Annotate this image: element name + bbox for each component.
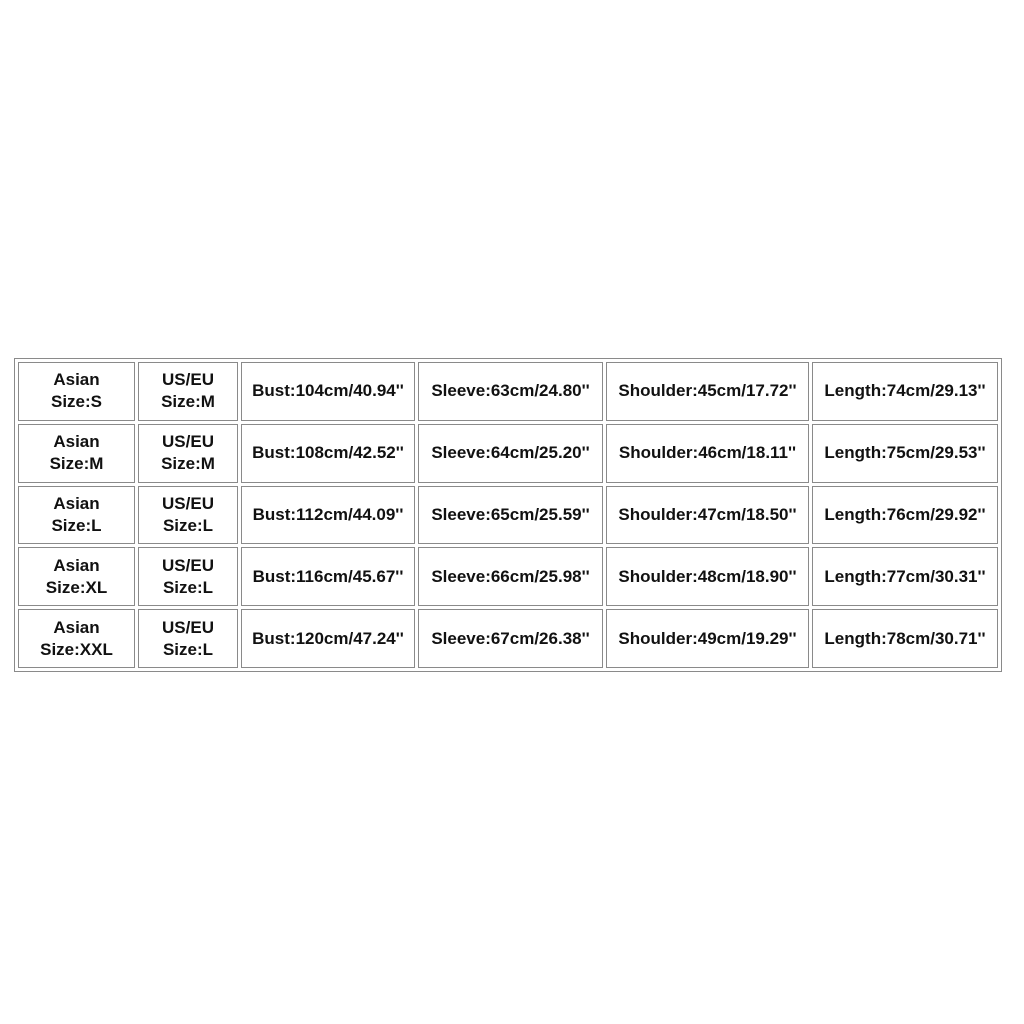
bust-cell: Bust:112cm/44.09'' — [241, 486, 415, 545]
table-row — [18, 486, 998, 545]
asian-size-value: Size:XL — [45, 577, 108, 597]
length-cell: Length:74cm/29.13'' — [812, 362, 998, 421]
useu-size-value: Size:L — [162, 577, 214, 597]
shoulder-cell: Shoulder:46cm/18.11'' — [606, 424, 809, 483]
table-row — [18, 424, 998, 483]
asian-size-label: Asian — [53, 617, 100, 637]
length-cell: Length:78cm/30.71'' — [812, 609, 998, 668]
asian-size-label: Asian — [53, 493, 100, 513]
useu-size-cell — [138, 486, 238, 545]
size-table — [15, 359, 1001, 671]
shoulder-cell: Shoulder:47cm/18.50'' — [606, 486, 809, 545]
sleeve-cell: Sleeve:67cm/26.38'' — [418, 609, 603, 668]
useu-size-label: US/EU — [162, 493, 214, 513]
asian-size-label: Asian — [53, 370, 100, 390]
bust-cell: Bust:120cm/47.24'' — [241, 609, 415, 668]
sleeve-cell: Sleeve:66cm/25.98'' — [418, 547, 603, 606]
shoulder-cell: Shoulder:45cm/17.72'' — [606, 362, 809, 421]
shoulder-cell: Shoulder:49cm/19.29'' — [606, 609, 809, 668]
asian-size-value: Size:S — [50, 392, 103, 412]
useu-size-value: Size:M — [161, 392, 215, 412]
useu-size-label: US/EU — [162, 555, 214, 575]
asian-size-value: Size:L — [51, 515, 102, 535]
asian-size-value: Size:M — [49, 454, 104, 474]
asian-size-label: Asian — [53, 555, 100, 575]
useu-size-label: US/EU — [162, 370, 214, 390]
shoulder-cell: Shoulder:48cm/18.90'' — [606, 547, 809, 606]
bust-cell: Bust:116cm/45.67'' — [241, 547, 415, 606]
sleeve-cell: Sleeve:64cm/25.20'' — [418, 424, 603, 483]
useu-size-cell — [138, 424, 238, 483]
useu-size-cell — [138, 362, 238, 421]
table-row — [18, 362, 998, 421]
useu-size-value: Size:M — [161, 454, 215, 474]
table-row — [18, 609, 998, 668]
bust-cell: Bust:104cm/40.94'' — [241, 362, 415, 421]
useu-size-value: Size:L — [162, 515, 214, 535]
asian-size-cell — [18, 609, 135, 668]
length-cell: Length:77cm/30.31'' — [812, 547, 998, 606]
asian-size-cell — [18, 486, 135, 545]
asian-size-cell — [18, 547, 135, 606]
table-row — [18, 547, 998, 606]
asian-size-cell — [18, 362, 135, 421]
length-cell: Length:75cm/29.53'' — [812, 424, 998, 483]
useu-size-value: Size:L — [162, 639, 214, 659]
asian-size-value: Size:XXL — [40, 639, 113, 659]
useu-size-label: US/EU — [162, 432, 214, 452]
useu-size-label: US/EU — [162, 617, 214, 637]
useu-size-cell — [138, 547, 238, 606]
useu-size-cell — [138, 609, 238, 668]
length-cell: Length:76cm/29.92'' — [812, 486, 998, 545]
bust-cell: Bust:108cm/42.52'' — [241, 424, 415, 483]
asian-size-cell — [18, 424, 135, 483]
asian-size-label: Asian — [53, 432, 100, 452]
sleeve-cell: Sleeve:65cm/25.59'' — [418, 486, 603, 545]
size-chart — [14, 358, 1002, 672]
sleeve-cell: Sleeve:63cm/24.80'' — [418, 362, 603, 421]
